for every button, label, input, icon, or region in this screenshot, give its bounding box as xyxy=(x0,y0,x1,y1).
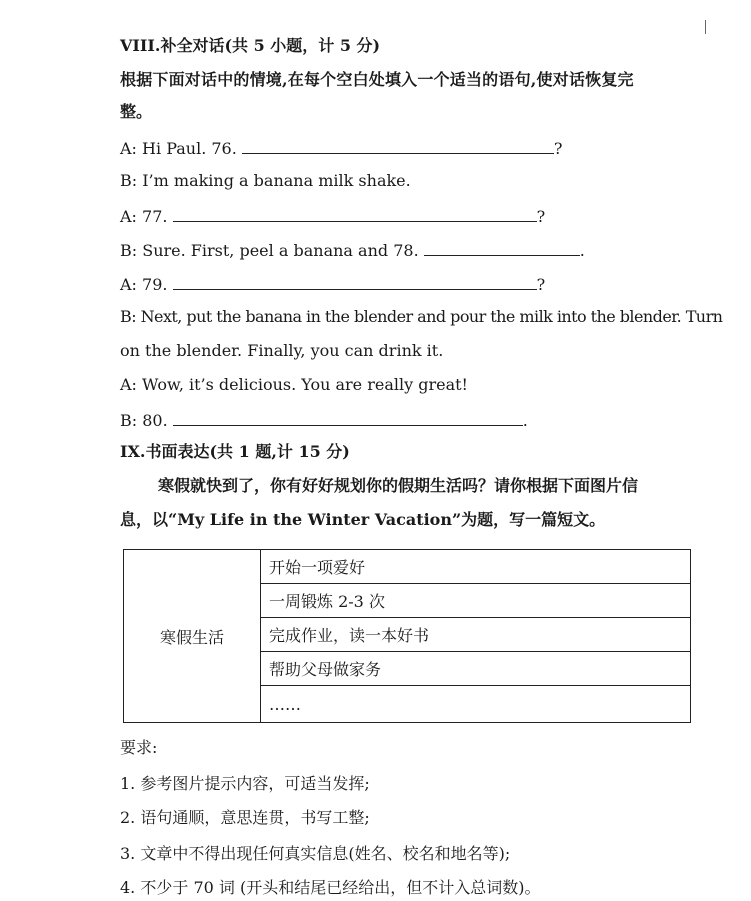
section-8-instruction-line2: 整。 xyxy=(120,102,153,121)
answer-blank-80[interactable] xyxy=(173,409,523,426)
hint-item: 开始一项爱好 xyxy=(261,550,691,584)
answer-blank-77[interactable] xyxy=(173,205,537,222)
section-9-prompt-line1: 寒假就快到了，你有好好规划你的假期生活吗？请你根据下面图片信 xyxy=(158,476,639,495)
dialogue-line-b1: B: I’m making a banana milk shake. xyxy=(120,171,411,190)
dialogue-text: A: 77. xyxy=(120,207,168,226)
dialogue-end: ? xyxy=(536,275,546,294)
dialogue-line-a79 xyxy=(120,273,545,295)
dialogue-line-a76 xyxy=(120,137,562,159)
dialogue-end: ? xyxy=(536,207,546,226)
answer-blank-78[interactable] xyxy=(424,239,580,256)
answer-blank-76[interactable] xyxy=(242,137,554,154)
section-8-instruction-line1: 根据下面对话中的情境,在每个空白处填入一个适当的语句,使对话恢复完 xyxy=(120,70,634,89)
requirements-title: 要求: xyxy=(120,738,158,757)
hint-table-head: 寒假生活 xyxy=(124,550,261,723)
dialogue-line-b80 xyxy=(120,409,528,431)
dialogue-text: A: 79. xyxy=(120,275,168,294)
dialogue-line-b2-cont: on the blender. Finally, you can drink it. xyxy=(120,341,444,360)
requirement-3: 3. 文章中不得出现任何真实信息(姓名、校名和地名等); xyxy=(120,844,511,863)
dialogue-text: B: Sure. First, peel a banana and 78. xyxy=(120,241,419,260)
dialogue-text: B: 80. xyxy=(120,411,168,430)
requirement-1: 1. 参考图片提示内容，可适当发挥; xyxy=(120,774,370,793)
hint-table xyxy=(123,549,691,723)
dialogue-text: A: Hi Paul. 76. xyxy=(120,139,237,158)
hint-item: …… xyxy=(261,686,691,723)
section-9-prompt-line2: 息，以“My Life in the Winter Vacation”为题，写一篇短文。 xyxy=(120,510,606,529)
dialogue-end: . xyxy=(579,241,585,260)
section-8-heading: VIII.补全对话(共 5 小题，计 5 分) xyxy=(120,36,381,55)
dialogue-line-b2: B: Next, put the banana in the blender and pour the milk into the blender. Turn xyxy=(120,307,723,326)
answer-blank-79[interactable] xyxy=(173,273,537,290)
requirement-2: 2. 语句通顺，意思连贯，书写工整; xyxy=(120,808,370,827)
scan-mark xyxy=(705,20,706,34)
dialogue-line-a3: A: Wow, it’s delicious. You are really great! xyxy=(120,375,468,394)
dialogue-end: . xyxy=(522,411,528,430)
hint-item: 一周锻炼 2-3 次 xyxy=(261,584,691,618)
dialogue-line-a77 xyxy=(120,205,545,227)
requirement-4: 4. 不少于 70 词 (开头和结尾已经给出，但不计入总词数)。 xyxy=(120,878,541,897)
hint-item: 完成作业，读一本好书 xyxy=(261,618,691,652)
hint-item: 帮助父母做家务 xyxy=(261,652,691,686)
dialogue-line-b78 xyxy=(120,239,585,261)
section-9-heading: IX.书面表达(共 1 题,计 15 分) xyxy=(120,442,350,461)
dialogue-end: ? xyxy=(553,139,563,158)
